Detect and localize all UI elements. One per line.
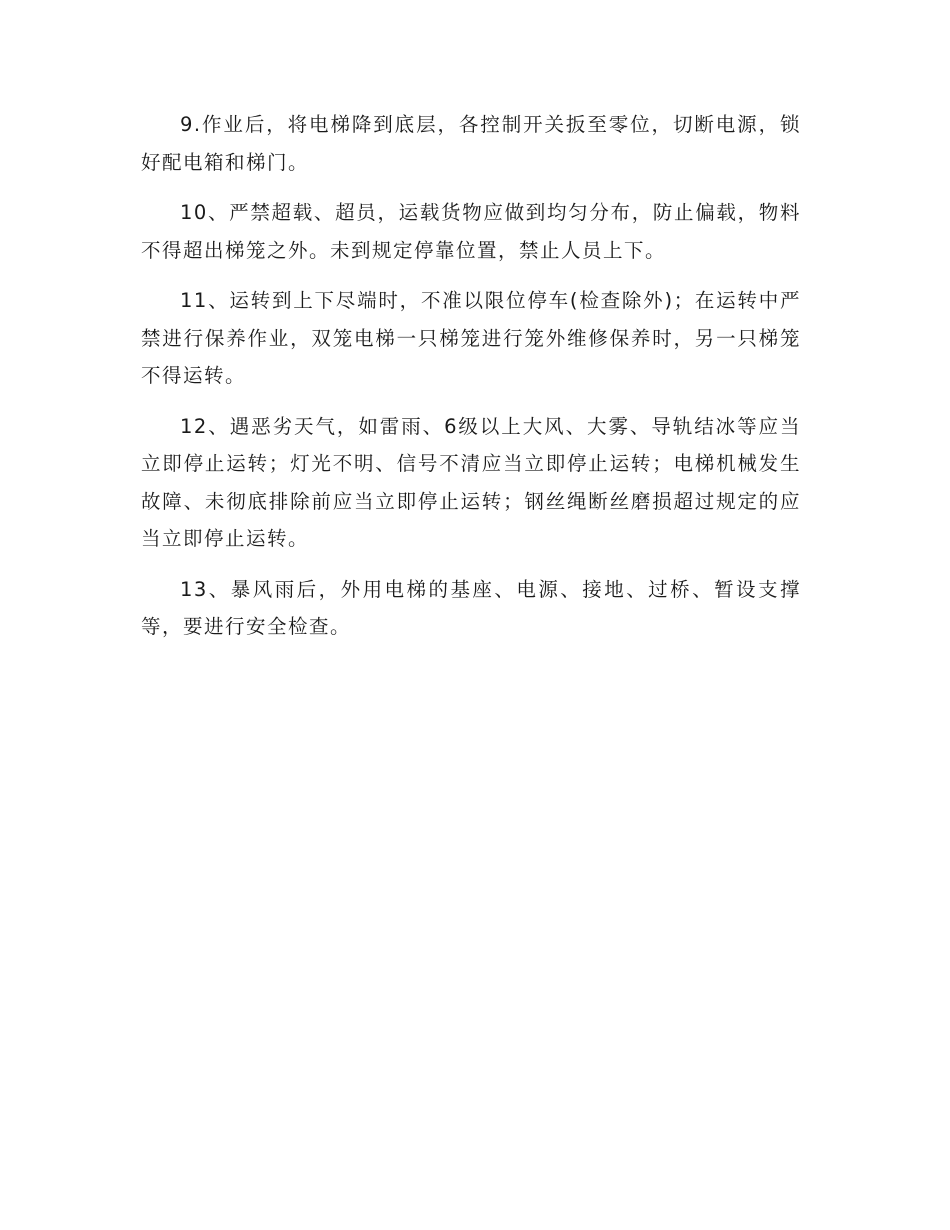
paragraph-11: 11、运转到上下尽端时，不准以限位停车(检查除外)；在运转中严禁进行保养作业，双笼电梯一只梯笼进行笼外维修保养时，另一只梯笼不得运转。 xyxy=(141,289,801,387)
paragraph-9: 9.作业后，将电梯降到底层，各控制开关扳至零位，切断电源，锁好配电箱和梯门。 xyxy=(141,113,801,174)
paragraph-13: 13、暴风雨后，外用电梯的基座、电源、接地、过桥、暂设支撑等，要进行安全检查。 xyxy=(141,577,801,638)
paragraph-12: 12、遇恶劣天气，如雷雨、6级以上大风、大雾、导轨结冰等应当立即停止运转；灯光不明、信号不清应当立即停止运转；电梯机械发生故障、未彻底排除前应当立即停止运转；钢丝绳断丝磨损超过规定的应当立即停止运转。 xyxy=(141,414,801,550)
document-body xyxy=(141,106,801,659)
paragraph-10: 10、严禁超载、超员，运载货物应做到均匀分布，防止偏载，物料不得超出梯笼之外。未到规定停靠位置，禁止人员上下。 xyxy=(141,201,801,262)
